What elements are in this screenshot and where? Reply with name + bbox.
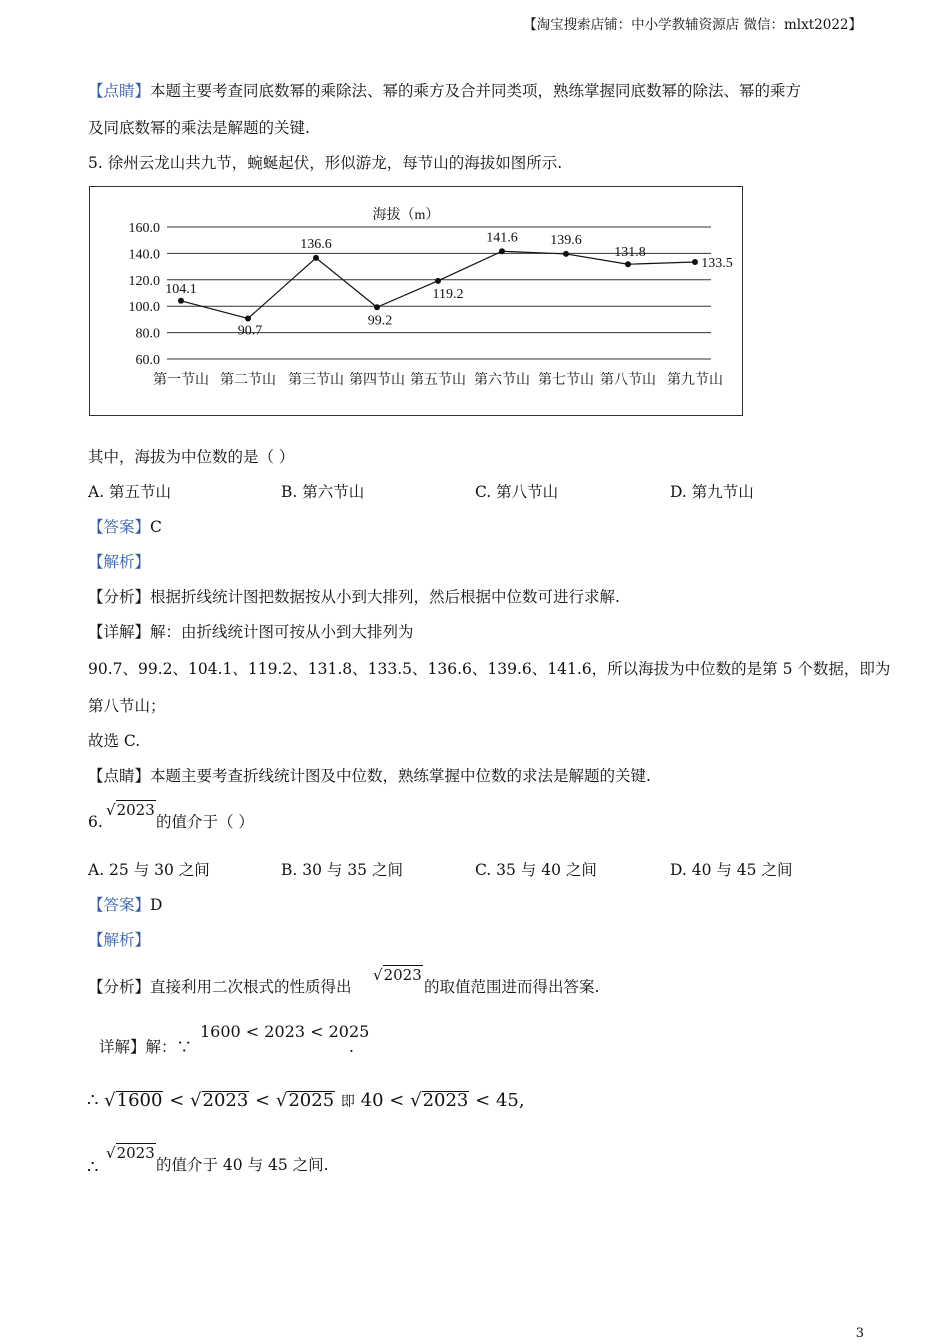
q5-option-c: C. 第八节山: [475, 483, 559, 501]
data-point: [625, 261, 631, 267]
fenxi-tag: 【分析】: [88, 978, 151, 996]
y-tick-label: 80.0: [135, 326, 160, 342]
q5-option-b: B. 第六节山: [281, 483, 365, 501]
prev-tip-text: 本题主要考查同底数幂的乘除法、幂的乘方及合并同类项，熟练掌握同底数幂的除法、幂的乘方: [150, 82, 802, 100]
q6-sqrt-2023: √2023: [106, 801, 155, 819]
radicand-2023: 2023: [202, 1090, 249, 1111]
q5-question: 其中，海拔为中位数的是（ ）: [88, 448, 295, 466]
data-point: [245, 315, 251, 321]
less-than: <: [475, 1090, 491, 1111]
forty-five: 45: [495, 1090, 519, 1111]
data-label: 104.1: [165, 281, 197, 297]
q6-answer: [88, 895, 162, 915]
data-point: [178, 298, 184, 304]
less-than: <: [389, 1090, 405, 1111]
fenxi-tag: 【分析】: [88, 588, 151, 606]
x-tick-label: 第八节山: [600, 373, 656, 388]
radicand: 2023: [116, 801, 155, 819]
page-header: 【淘宝搜索店铺：中小学教辅资源店 微信：mlxt2022】: [523, 17, 862, 33]
q5-stem: 5. 徐州云龙山共九节，蜿蜒起伏，形似游龙，每节山的海拔如图所示.: [88, 154, 563, 172]
tip-text: 本题主要考查折线统计图及中位数，熟练掌握中位数的求法是解题的关键.: [150, 767, 651, 785]
y-tick-label: 100.0: [128, 300, 160, 316]
less-than: <: [169, 1090, 185, 1111]
data-label: 141.6: [486, 230, 518, 246]
ji-word: 即: [340, 1094, 355, 1110]
answer-tag: 【答案】: [88, 518, 151, 536]
forty: 40: [360, 1090, 384, 1111]
q6-fenxi-text-b: 的取值范围进而得出答案.: [424, 978, 600, 996]
tip-tag: 【点睛】: [88, 82, 151, 100]
q6-derivation: ∴ √1600 < √2023 < √2025 即 40 < √2023 < 45,: [87, 1090, 525, 1111]
q5-answer: [88, 517, 162, 537]
q5-option-a: A. 第五节山: [88, 483, 172, 501]
fenxi-text: 根据折线统计图把数据按从小到大排列，然后根据中位数可进行求解.: [150, 588, 620, 606]
radicand: 2023: [116, 1144, 155, 1162]
q6-analysis-tag: 【解析】: [88, 931, 151, 949]
q6-number: 6.: [88, 813, 103, 831]
q6-inequality-period: .: [349, 1038, 354, 1056]
data-label: 139.6: [550, 232, 582, 248]
data-point: [692, 259, 698, 265]
data-label: 119.2: [432, 286, 464, 302]
radicand: 2023: [383, 966, 422, 984]
prev-tip-line1: [88, 81, 801, 101]
data-label: 136.6: [300, 236, 332, 252]
q6-final-text: 的值介于 40 与 45 之间.: [156, 1156, 329, 1174]
q5-fenxi: [88, 587, 620, 607]
data-point: [563, 251, 569, 257]
q5-detail-line1: [88, 622, 414, 642]
radicand-2025: 2025: [288, 1090, 335, 1111]
q6-option-d: D. 40 与 45 之间: [670, 861, 793, 879]
q5-detail-line2: 90.7、99.2、104.1、119.2、131.8、133.5、136.6、139.6、141.6，所以海拔为中位数的是第 5 个数据，即为: [88, 660, 891, 678]
fenxi-text-a: 直接利用二次根式的性质得出: [150, 978, 352, 996]
q6-fenxi-sqrt: √2023: [373, 966, 422, 984]
answer-value: C: [150, 518, 162, 536]
data-label: 133.5: [701, 255, 733, 271]
x-tick-label: 第一节山: [153, 373, 209, 388]
q6-option-c: C. 35 与 40 之间: [475, 861, 597, 879]
answer-tag: 【答案】: [88, 896, 151, 914]
radicand-1600: 1600: [116, 1090, 163, 1111]
x-tick-label: 第九节山: [667, 373, 723, 388]
series-line: [181, 251, 695, 318]
q6-inequality: 1600 < 2023 < 2025: [200, 1022, 370, 1041]
data-label: 90.7: [237, 323, 263, 339]
y-tick-label: 120.0: [128, 273, 160, 289]
detail-text: 解：由折线统计图可按从小到大排列为: [150, 623, 414, 641]
x-tick-label: 第四节山: [349, 373, 405, 388]
page-number: 3: [855, 1326, 864, 1341]
data-point: [435, 278, 441, 284]
q5-detail-line4: 故选 C.: [88, 732, 141, 750]
x-tick-label: 第五节山: [410, 373, 466, 388]
y-tick-label: 60.0: [135, 353, 160, 368]
data-point: [313, 255, 319, 261]
q5-analysis-tag: 【解析】: [88, 553, 151, 571]
less-than: <: [255, 1090, 271, 1111]
q6-option-b: B. 30 与 35 之间: [281, 861, 403, 879]
prev-tip-line2: 及同底数幂的乘法是解题的关键.: [88, 119, 310, 137]
data-point: [499, 248, 505, 254]
q6-option-a: A. 25 与 30 之间: [88, 861, 210, 879]
data-point: [374, 304, 380, 310]
q6-final-therefore: ∴: [87, 1157, 99, 1178]
x-tick-label: 第二节山: [220, 373, 276, 388]
q6-fenxi: [88, 977, 352, 997]
comma: ,: [518, 1090, 525, 1111]
altitude-line-chart: [90, 187, 742, 415]
x-tick-label: 第六节山: [474, 373, 530, 388]
q5-option-d: D. 第九节山: [670, 483, 754, 501]
q6-final-sqrt: √2023: [106, 1144, 155, 1162]
y-tick-label: 160.0: [128, 221, 160, 236]
altitude-chart-frame: [89, 186, 743, 416]
chart-title: 海拔（m）: [372, 208, 440, 223]
data-label: 99.2: [367, 313, 393, 329]
detail-tag: 【详解】: [88, 623, 151, 641]
radicand-2023: 2023: [422, 1090, 469, 1111]
x-tick-label: 第三节山: [288, 373, 344, 388]
x-tick-label: 第七节山: [538, 373, 594, 388]
answer-value: D: [150, 896, 163, 914]
y-tick-label: 140.0: [128, 247, 160, 263]
data-label: 131.8: [614, 245, 646, 261]
q5-tip: [88, 766, 651, 786]
q5-detail-line3: 第八节山；: [88, 697, 166, 715]
q6-detail-prefix: 详解】解：∵: [99, 1038, 193, 1056]
therefore-symbol: ∴: [87, 1090, 99, 1111]
tip-tag: 【点睛】: [88, 767, 151, 785]
q6-stem-tail: 的值介于（ ）: [156, 813, 254, 831]
